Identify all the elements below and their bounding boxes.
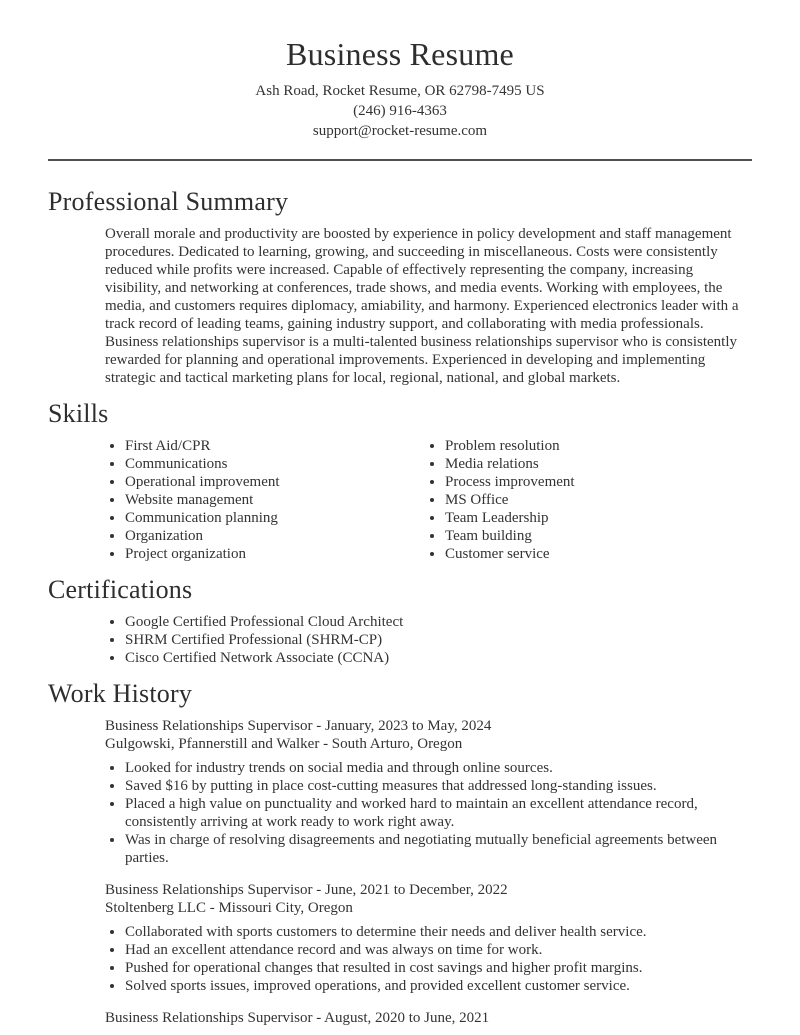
work-history-heading: Work History [48,679,193,708]
job-bullets [48,923,752,995]
skill-item: • MS Office [445,491,575,509]
skill-item: • Organization [125,527,400,545]
skill-item: • Problem resolution [445,437,575,455]
section-work-history [48,679,752,1027]
summary-text: Overall morale and productivity are boosted by experience in policy development and staff management procedures. Dedicated to learning, growing, and succeeding in miscellaneous. Costs were consistently reduced while profits were increased. Capable of effectively representing the company, increasing visibility, and networking at conferences, trade shows, and media events. Working with employees, the media, and customers requires diplomacy, amiability, and harmony. Experienced electronics leader with a track record of leading teams, gaining industry support, and collaborating with media professionals. Business relationships supervisor is a multi-talented business relationships supervisor who is consistently rewarded for planning and operational improvements. Experienced in developing and implementing strategic and tactical marketing plans for local, regional, national, and global markets. [105,226,739,386]
certification-item: • Google Certified Professional Cloud Architect [125,613,752,631]
job-bullet: • Collaborated with sports customers to determine their needs and deliver health service. [125,923,752,941]
job-bullet: • Looked for industry trends on social media and through online sources. [125,759,752,777]
skill-item: • Website management [125,491,400,509]
certifications-heading: Certifications [48,575,193,604]
skill-item: • Project organization [125,545,400,563]
job-header [105,1009,752,1027]
job-bullet: • Saved $16 by putting in place cost-cutting measures that addressed long-standing issues. [125,777,752,795]
job-entry [48,1009,752,1027]
skill-item: • First Aid/CPR [125,437,400,455]
skills-heading: Skills [48,399,109,428]
skill-item: • Team building [445,527,575,545]
job-entry [48,881,752,995]
skill-item: • Communications [125,455,400,473]
skills-column-2 [400,437,575,563]
section-skills [48,399,752,563]
job-entry [48,717,752,867]
skill-item: • Operational improvement [125,473,400,491]
job-title-dates: Business Relationships Supervisor - June, 2021 to December, 2022 [105,882,508,898]
contact-info [48,81,752,141]
skills-list [48,437,752,563]
job-title-dates: Business Relationships Supervisor - August, 2020 to June, 2021 [105,1010,490,1026]
job-bullet: • Solved sports issues, improved operations, and provided excellent customer service. [125,977,752,995]
certification-item: • SHRM Certified Professional (SHRM-CP) [125,631,752,649]
section-certifications [48,575,752,667]
certification-item: • Cisco Certified Network Associate (CCNA) [125,649,752,667]
page-title: Business Resume [286,36,514,72]
job-header [105,881,752,917]
summary-heading: Professional Summary [48,187,289,216]
job-company-location: Stoltenberg LLC - Missouri City, Oregon [105,900,353,916]
resume-header [48,0,752,141]
job-header [105,717,752,753]
skill-item: • Team Leadership [445,509,575,527]
skill-item: • Media relations [445,455,575,473]
contact-email: support@rocket-resume.com [312,123,488,139]
job-bullet: • Placed a high value on punctuality and worked hard to maintain an excellent attendance record, consistently arriving at work ready to work right away. [125,795,752,831]
skill-item: • Communication planning [125,509,400,527]
section-professional-summary [48,187,752,387]
skills-column-1 [48,437,400,563]
contact-address: Ash Road, Rocket Resume, OR 62798-7495 US [255,83,545,99]
job-title-dates: Business Relationships Supervisor - January, 2023 to May, 2024 [105,718,492,734]
job-bullet: • Was in charge of resolving disagreements and negotiating mutually beneficial agreements between parties. [125,831,752,867]
skill-item: • Customer service [445,545,575,563]
header-divider [48,159,752,161]
job-bullets [48,759,752,867]
skill-item: • Process improvement [445,473,575,491]
job-bullet: • Had an excellent attendance record and was always on time for work. [125,941,752,959]
certifications-list [48,613,752,667]
job-bullet: • Pushed for operational changes that resulted in cost savings and higher profit margins. [125,959,752,977]
job-company-location: Gulgowski, Pfannerstill and Walker - South Arturo, Oregon [105,736,463,752]
contact-phone: (246) 916-4363 [353,103,447,119]
